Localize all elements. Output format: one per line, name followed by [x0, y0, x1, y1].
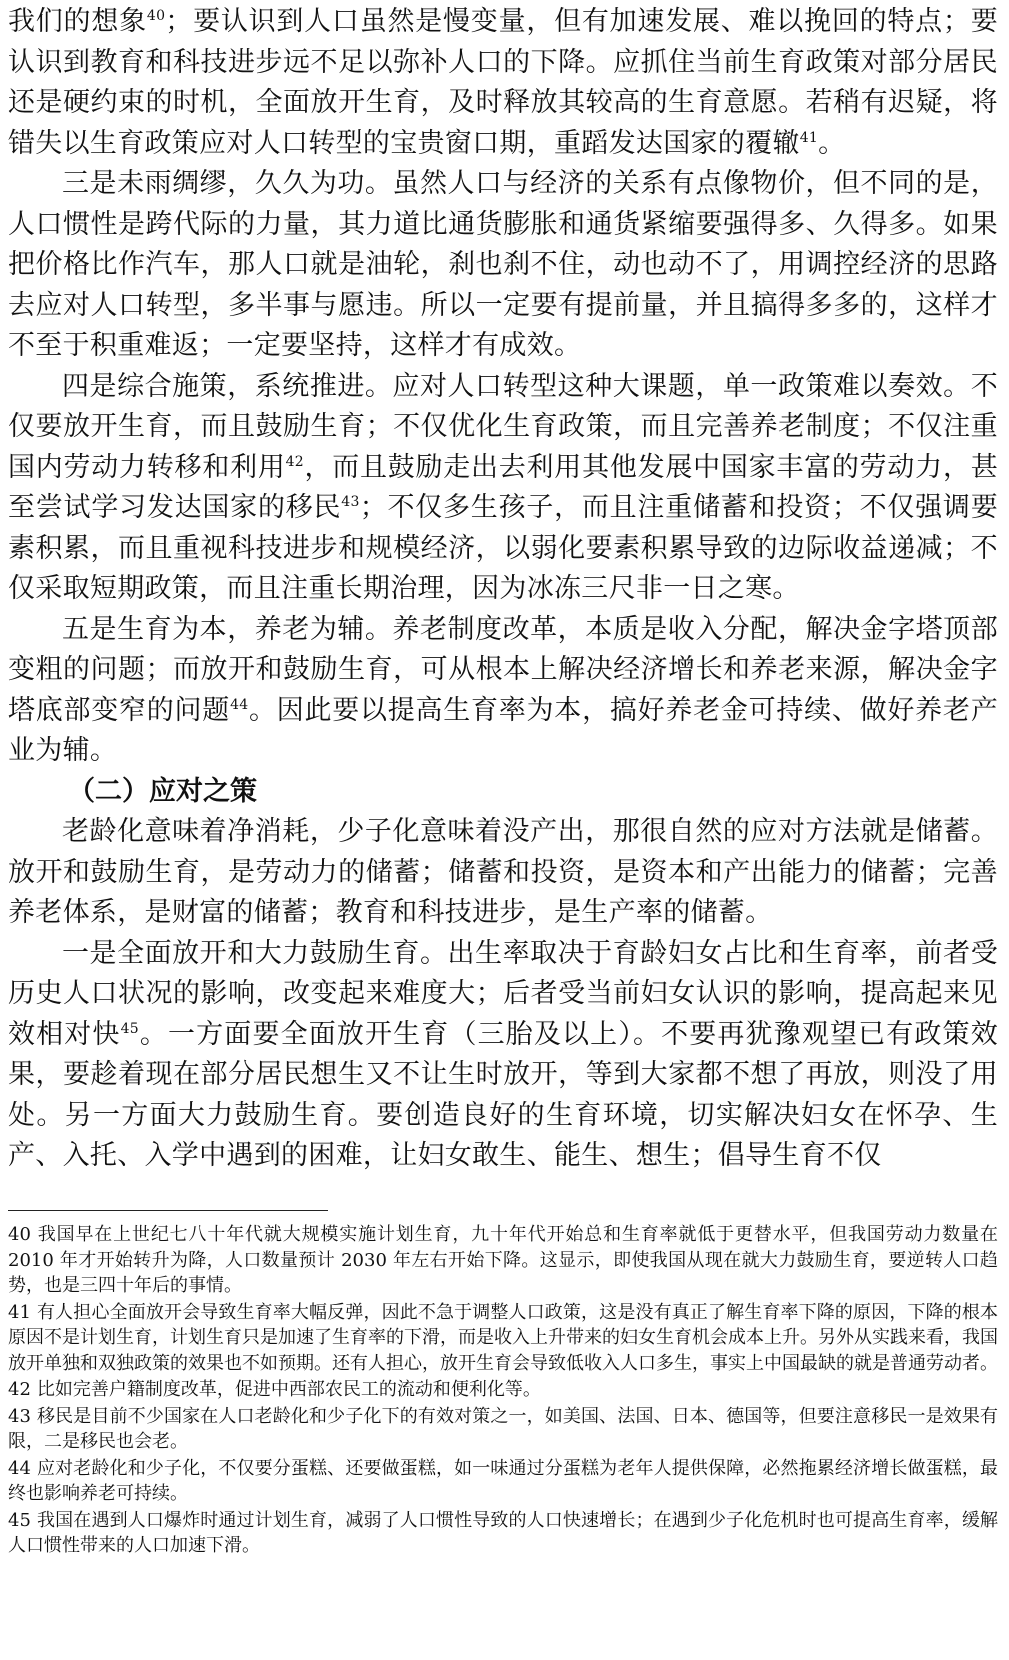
footnote-ref[interactable]: 43	[341, 494, 360, 510]
footnote-number: 41	[8, 1301, 31, 1323]
paragraph-point-four	[8, 367, 998, 610]
footnote	[8, 1508, 998, 1559]
footnotes-section	[8, 1222, 998, 1560]
footnote-ref[interactable]: 41	[799, 129, 819, 146]
footnote-text: 有人担心全面放开会导致生育率大幅反弹，因此不急于调整人口政策，这是没有真正了解生育率下降的原因，下降的根本原因不是计划生育，计划生育只是加速了生育率的下滑，而是收入上升带来的妇女生育机会成本上升。另外从实践来看，我国放开单独和双独政策的效果也不如预期。还有人担心，放开生育会导致低收入人口多生，事实上中国最缺的就是普通劳动者。	[8, 1301, 998, 1374]
paragraph-text: 四是综合施策，系统推进。应对人口转型这种大课题，单一政策难以奏效。不仅要放开生育，而且鼓励生育；不仅优化生育政策，而且完善养老制度；不仅注重国内劳动力转移和利用	[8, 370, 998, 483]
footnote-ref[interactable]: 45	[120, 1020, 140, 1037]
footnote-ref[interactable]: 42	[285, 453, 305, 470]
footnote-ref[interactable]: 44	[230, 696, 249, 713]
footnote	[8, 1377, 998, 1403]
paragraph-strategy-intro	[8, 812, 998, 934]
paragraph-text: 三是未雨绸缪，久久为功。虽然人口与经济的关系有点像物价，但不同的是，人口惯性是跨代际的力量，其力道比通货膨胀和通货紧缩要强得多、久得多。如果把价格比作汽车，那人口就是油轮，刹也刹不住，动也动不了，用调控经济的思路去应对人口转型，多半事与愿违。所以一定要有提前量，并且搞得多多的，这样才不至于积重难返；一定要坚持，这样才有成效。	[8, 168, 998, 361]
paragraph-text: ，而且鼓励走出去利用其他发展中国家丰富的劳动力，甚至尝试学习发达国家的移民	[8, 451, 998, 523]
paragraph-point-five	[8, 610, 998, 772]
paragraph-text: 五是生育为本，养老为辅。养老制度改革，本质是收入分配，解决金字塔顶部变粗的问题；而放开和鼓励生育，可从根本上解决经济增长和养老来源，解决金字塔底部变窄的问题	[8, 613, 998, 726]
footnote-ref[interactable]: 40	[146, 8, 166, 24]
paragraph-text: 。一方面要全面放开生育（三胎及以上）。不要再犹豫观望已有政策效果，要趁着现在部分居民想生又不让生时放开，等到大家都不想了再放，则没了用处。另一方面大力鼓励生育。要创造良好的生育环境，切实解决妇女在怀孕、生产、入托、入学中遇到的困难，让妇女敢生、能生、想生；倡导生育不仅	[8, 1018, 998, 1171]
footnote-number: 44	[8, 1457, 31, 1479]
footnote-number: 43	[8, 1405, 31, 1427]
footnote-number: 42	[8, 1379, 31, 1400]
paragraph-text: 。	[818, 127, 846, 159]
paragraph-text: ；要认识到人口虽然是慢变量，但有加速发展、难以挽回的特点；要认识到教育和科技进步远不足以弥补人口的下降。应抓住当前生育政策对部分居民还是硬约束的时机，全面放开生育，及时释放其较高的生育意愿。若稍有迟疑，将错失以生育政策应对人口转型的宝贵窗口期，重蹈发达国家的覆辙	[8, 6, 999, 159]
paragraph-text: 老龄化意味着净消耗，少子化意味着没产出，那很自然的应对方法就是储蓄。放开和鼓励生育，是劳动力的储蓄；储蓄和投资，是资本和产出能力的储蓄；完善养老体系，是财富的储蓄；教育和科技进步，是生产率的储蓄。	[8, 816, 998, 928]
paragraph-point-three	[8, 164, 998, 367]
footnote-text: 应对老龄化和少子化，不仅要分蛋糕、还要做蛋糕，如一味通过分蛋糕为老年人提供保障，必然拖累经济增长做蛋糕，最终也影响养老可持续。	[8, 1457, 998, 1504]
paragraph-text: 一是全面放开和大力鼓励生育。出生率取决于育龄妇女占比和生育率，前者受历史人口状况的影响，改变起来难度大；后者受当前妇女认识的影响，提高起来见效相对快	[8, 937, 998, 1050]
footnote	[8, 1404, 998, 1455]
paragraph-continued	[8, 2, 998, 164]
paragraph-strategy-one	[8, 934, 998, 1177]
footnote-number: 45	[8, 1509, 31, 1531]
footnote-text: 移民是目前不少国家在人口老龄化和少子化下的有效对策之一，如美国、法国、日本、德国等，但要注意移民一是效果有限，二是移民也会老。	[8, 1405, 998, 1452]
footnote	[8, 1456, 998, 1507]
document-body	[8, 2, 998, 1177]
footnote	[8, 1222, 998, 1299]
footnote-text: 比如完善户籍制度改革，促进中西部农民工的流动和便利化等。	[36, 1379, 541, 1400]
footnote-text: 我国早在上世纪七八十年代就大规模实施计划生育，九十年代开始总和生育率就低于更替水平，但我国劳动力数量在 2010 年才开始转升为降，人口数量预计 2030 年左右开始下降。这显示，即使我国从现在就大力鼓励生育，要逆转人口趋势，也是三四十年后的事情。	[8, 1224, 998, 1296]
section-heading: （二）应对之策	[68, 775, 257, 807]
paragraph-text: ；不仅多生孩子，而且注重储蓄和投资；不仅强调要素积累，而且重视科技进步和规模经济，以弱化要素积累导致的边际收益递减；不仅采取短期政策，而且注重长期治理，因为冰冻三尺非一日之寒。	[8, 492, 998, 604]
footnote-text: 我国在遇到人口爆炸时通过计划生育，减弱了人口惯性导致的人口快速增长；在遇到少子化危机时也可提高生育率，缓解人口惯性带来的人口加速下滑。	[8, 1509, 998, 1556]
footnote-divider	[8, 1210, 328, 1211]
footnote-number: 40	[8, 1224, 31, 1245]
footnote	[8, 1300, 998, 1377]
paragraph-text: 。因此要以提高生育率为本，搞好养老金可持续、做好养老产业为辅。	[8, 694, 998, 766]
paragraph-text: 我们的想象	[8, 6, 147, 37]
